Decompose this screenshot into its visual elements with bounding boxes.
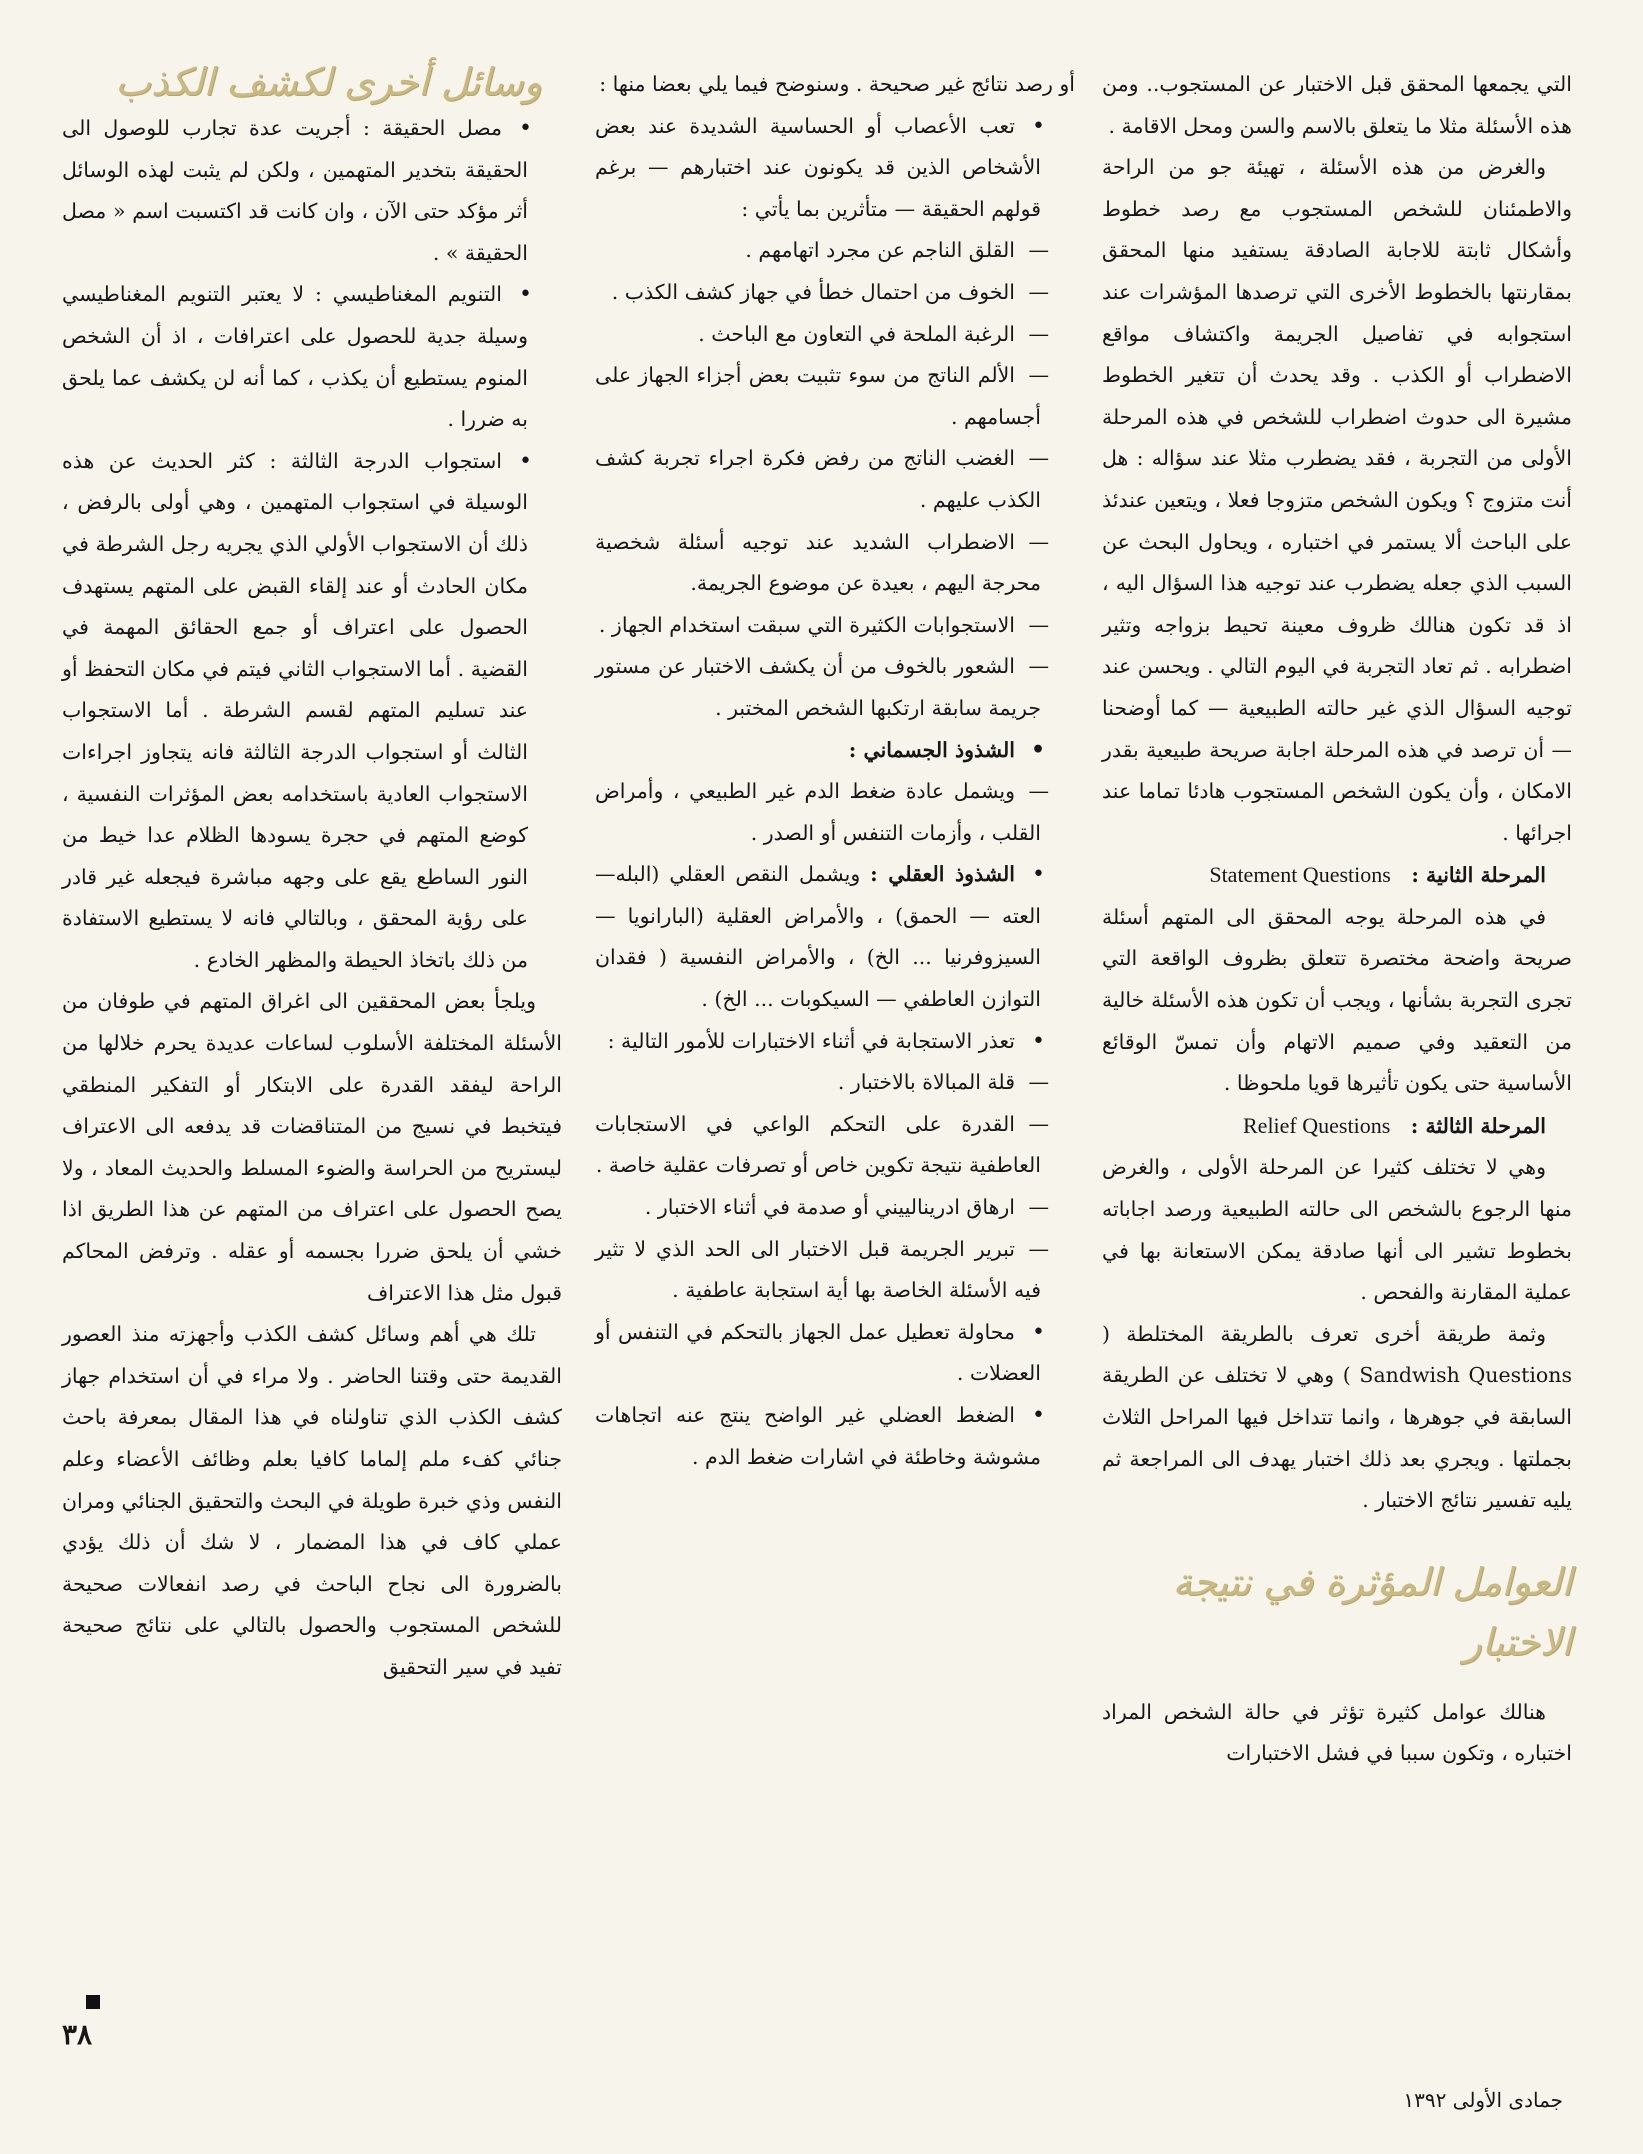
bullet-item: • استجواب الدرجة الثالثة : كثر الحديث عن هذه الوسيلة في استجواب المتهمين ، وهي أولى بالرفض ، ذلك أن الاستجواب الأولي الذي يجريه رجل الشرطة في مكان الحادث أو عند إلقاء القبض على المتهم يستهدف الحصول على اعتراف أو جمع الحقائق المهمة في القضية . أما الاستجواب الثاني فيتم في مكان التحفظ أو عند تسليم المتهم لقسم الشرطة . أما الاستجواب الثالث أو استجواب الدرجة الثالثة فانه يتجاوز اجراءات الاستجواب العادية باستخدامه بعض المؤثرات النفسية ، كوضع المتهم في حجرة يسودها الظلام عدا خيط من النور الساطع يقع على وجهه مباشرة فيجعله غير قادر على رؤية المحقق ، وبالتالي فانه لا يستطيع الاستفادة من ذلك باتخاذ الحيطة والمظهر الخادع . [62,441,562,982]
dash-item: — الاضطراب الشديد عند توجيه أسئلة شخصية محرجة اليهم ، بعيدة عن موضوع الجريمة. [595,522,1075,605]
dash-item: — القدرة على التحكم الواعي في الاستجابات العاطفية نتيجة تكوين خاص أو تصرفات عقلية خاصة . [595,1104,1075,1187]
dash-item: — تبرير الجريمة قبل الاختبار الى الحد الذي لا تثير فيه الأسئلة الخاصة بها أية استجابة عاطفية . [595,1229,1075,1312]
paragraph: ويلجأ بعض المحققين الى اغراق المتهم في طوفان من الأسئلة المختلفة الأسلوب لساعات عديدة يحرم خلالها من الراحة ليفقد القدرة على الابتكار أو التفكير المنطقي فيتخبط في نسيج من المتناقضات قد يدفعه الى الاعتراف ليستريح من الحراسة والضوء المسلط والحديث المعاد ، ولا يصح الحصول على اعتراف من المتهم عن هذا الطريق اذا خشي أن يلحق ضررا بجسمه أو عقله . وترفض المحاكم قبول مثل هذا الاعتراف [62,989,562,1305]
paragraph: في هذه المرحلة يوجه المحقق الى المتهم أسئلة صريحة واضحة مختصرة تتعلق بظروف الواقعة التي تجرى التجربة بشأنها ، ويجب أن تكون هذه الأسئلة خالية من التعقيد وفي صميم الاتهام وأن تمسّ الوقائع الأساسية حتى يكون تأثيرها قويا ملحوظا . [1102,904,1572,1096]
page-number: ٣٨ [62,2018,93,2051]
dash-item: — القلق الناجم عن مجرد اتهامهم . [595,230,1075,272]
mental-text: ويشمل النقص العقلي (البله— العته — الحمق) ، والأمراض العقلية (البارانويا — السيزوفرنيا ... الخ) ، والأمراض النفسية ( فقدان التوازن العاطفي — السيكوبات ... الخ) . [595,862,1041,1012]
dash-item: — الاستجوابات الكثيرة التي سبقت استخدام الجهاز . [595,605,1075,647]
bullet-item: • تعذر الاستجابة في أثناء الاختبارات للأمور التالية : [595,1021,1075,1063]
left-column [62,60,562,1689]
dash-item: — الألم الناتج من سوء تثبيت بعض أجزاء الجهاز على أجسامهم . [595,355,1075,438]
right-column [1102,64,1572,1775]
paragraph: التي يجمعها المحقق قبل الاختبار عن المستجوب.. ومن هذه الأسئلة مثلا ما يتعلق بالاسم والسن ومحل الاقامة . [1102,72,1572,138]
dash-item: — الغضب الناتج من رفض فكرة اجراء تجربة كشف الكذب عليهم . [595,438,1075,521]
phase-english: Statement Questions [1209,862,1391,888]
paragraph: تلك هي أهم وسائل كشف الكذب وأجهزته منذ العصور القديمة حتى وقتنا الحاضر . ولا مراء في أن استخدام جهاز كشف الكذب الذي تناولناه في هذا المقال بمعرفة باحث جنائي كفء ملم إلماما كافيا بعلم وظائف الأعضاء وعلم النفس وذي خبرة طويلة في البحث والتحقيق الجنائي ومران عملي كاف في هذا المضمار ، لا شك أن ذلك يؤدي بالضرورة الى نجاح الباحث في رصد انفعالات صحيحة للشخص المستجوب والحصول بالتالي على نتائج صحيحة تفيد في سير التحقيق [62,1322,562,1679]
mental-label: الشذوذ العقلي : [870,862,1015,887]
bullet-item: • محاولة تعطيل عمل الجهاز بالتحكم في التنفس أو العضلات . [595,1312,1075,1395]
bullet-item: • مصل الحقيقة : أجريت عدة تجارب للوصول الى الحقيقة بتخدير المتهمين ، ولكن لم يثبت لهذه الوسائل أثر مؤكد حتى الآن ، وان كانت قد اكتسبت اسم « مصل الحقيقة » . [62,108,562,274]
end-mark [86,1995,100,2009]
dash-item: — الشعور بالخوف من أن يكشف الاختبار عن مستور جريمة سابقة ارتكبها الشخص المختبر . [595,646,1075,729]
bullet-item [595,854,1075,1020]
phase-label: المرحلة الثانية : [1411,863,1546,888]
dash-item: — الخوف من احتمال خطأ في جهاز كشف الكذب . [595,272,1075,314]
paragraph: وهي لا تختلف كثيرا عن المرحلة الأولى ، والغرض منها الرجوع بالشخص الى حالته الطبيعية ورصد اجاباته بخطوط تشير الى أنها صادقة يمكن الاستعانة بها في عملية المقارنة والفحص . [1102,1155,1572,1305]
phase-english: Relief Questions [1243,1112,1391,1138]
paragraph: والغرض من هذه الأسئلة ، تهيئة جو من الراحة والاطمئنان للشخص المستجوب مع رصد خطوط وأشكال ثابتة للاجابة الصادقة يستفيد منها المحقق بمقارنتها بالخطوط الأخرى التي ترصدها المؤشرات عند استجوابه في تفاصيل الجريمة واكتشاف مواقع الاضطراب أو الكذب . وقد يحدث أن تتغير الخطوط مشيرة الى حدوث اضطراب للشخص في هذه المرحلة الأولى من التجربة ، فقد يضطرب مثلا عند سؤاله : هل أنت متزوج ؟ ويكون الشخص متزوجا فعلا ، ويتعين عندئذ على الباحث ألا يستمر في اختباره ، ويحاول البحث عن السبب الذي جعله يضطرب عند توجيه هذا السؤال اليه ، اذ قد تكون هنالك ظروف معينة تحيط بزواجه وتثير اضطرابه . ثم تعاد التجربة في اليوم التالي . ويحسن عند توجيه السؤال الذي غير حالته الطبيعية — كما أوضحنا — أن ترصد في هذه المرحلة اجابة صريحة طبيعية بقدر الامكان ، وأن يكون الشخص المستجوب هادئا تماما عند اجرائها . [1102,155,1572,845]
middle-column [595,64,1075,1478]
bullet-item: • الضغط العضلي غير الواضح ينتج عنه اتجاهات مشوشة وخاطئة في اشارات ضغط الدم . [595,1395,1075,1478]
paragraph: أو رصد نتائج غير صحيحة . وسنوضح فيما يلي بعضا منها : [599,72,1075,96]
section-heading: العوامل المؤثرة في نتيجة الاختبار [1172,1559,1572,1664]
phase-heading [1102,1105,1572,1148]
paragraph: هنالك عوامل كثيرة تؤثر في حالة الشخص المراد اختباره ، وتكون سببا في فشل الاختبارات [1102,1699,1572,1766]
dash-item: — الرغبة الملحة في التعاون مع الباحث . [595,314,1075,356]
bullet-item: • التنويم المغناطيسي : لا يعتبر التنويم المغناطيسي وسيلة جدية للحصول على اعترافات ، اذ أن الشخص المنوم يستطيع أن يكذب ، كما أنه لن يكشف عما يلحق به ضررا . [62,274,562,440]
paragraph: وثمة طريقة أخرى تعرف بالطريقة المختلطة ( Sandwish Questions ) وهي لا تختلف عن الطريقة السابقة في جوهرها ، وانما تتداخل فيها المراحل الثلاث بجملتها . ويجري بعد ذلك اختبار يهدف الى المراجعة ثم يليه تفسير نتائج الاختبار . [1102,1321,1572,1513]
bullet-item: • تعب الأعصاب أو الحساسية الشديدة عند بعض الأشخاص الذين قد يكونون عند اختبارهم — برغم قولهم الحقيقة — متأثرين بما يأتي : [595,106,1075,231]
dash-item: — ارهاق ادرينالييني أو صدمة في أثناء الاختبار . [595,1187,1075,1229]
issue-date-footer: جمادى الأولى ١٣٩٢ [1403,2088,1563,2112]
section-heading: وسائل أخرى لكشف الكذب [115,60,542,104]
dash-item: — قلة المبالاة بالاختبار . [595,1062,1075,1104]
phase-label: المرحلة الثالثة : [1410,1113,1546,1138]
phase-heading [1102,854,1572,897]
bullet-item: • الشذوذ الجسماني : [595,730,1075,772]
dash-item: — ويشمل عادة ضغط الدم غير الطبيعي ، وأمراض القلب ، وأزمات التنفس أو الصدر . [595,771,1075,854]
